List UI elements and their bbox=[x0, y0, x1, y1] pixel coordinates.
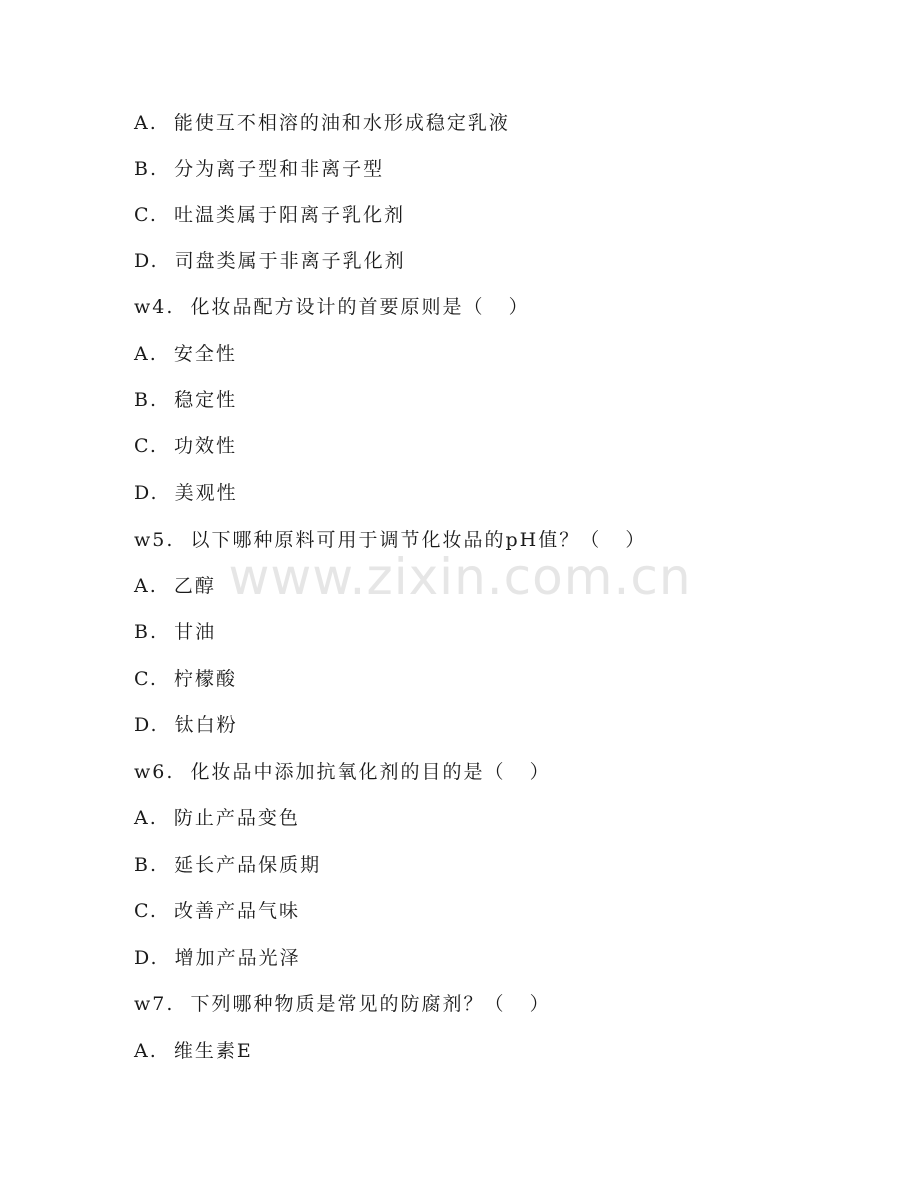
option-b-q3: B. 分为离子型和非离子型 bbox=[134, 158, 385, 180]
option-c-w4: C. 功效性 bbox=[134, 435, 237, 457]
option-a-q3: A. 能使互不相溶的油和水形成稳定乳液 bbox=[134, 112, 510, 134]
option-d-w4: D. 美观性 bbox=[134, 482, 238, 504]
watermark: www.zixin.com.cn bbox=[228, 548, 692, 606]
question-w4: w4. 化妆品配方设计的首要原则是（ ） bbox=[134, 296, 530, 318]
option-a-w6: A. 防止产品变色 bbox=[134, 807, 300, 829]
option-b-w4: B. 稳定性 bbox=[134, 389, 238, 411]
option-b-w5: B. 甘油 bbox=[134, 621, 217, 643]
question-w5: w5. 以下哪种原料可用于调节化妆品的pH值？（ ） bbox=[134, 529, 647, 551]
option-d-w6: D. 增加产品光泽 bbox=[134, 947, 301, 969]
option-a-w4: A. 安全性 bbox=[134, 343, 237, 365]
option-c-q3: C. 吐温类属于阳离子乳化剂 bbox=[134, 204, 405, 226]
option-a-w7: A. 维生素E bbox=[134, 1040, 253, 1062]
question-w7: w7. 下列哪种物质是常见的防腐剂？（ ） bbox=[134, 993, 551, 1015]
option-d-q3: D. 司盘类属于非离子乳化剂 bbox=[134, 250, 406, 272]
option-a-w5: A. 乙醇 bbox=[134, 575, 216, 597]
option-c-w6: C. 改善产品气味 bbox=[134, 900, 300, 922]
question-w6: w6. 化妆品中添加抗氧化剂的目的是（ ） bbox=[134, 761, 551, 783]
option-c-w5: C. 柠檬酸 bbox=[134, 668, 237, 690]
option-d-w5: D. 钛白粉 bbox=[134, 714, 238, 736]
option-b-w6: B. 延长产品保质期 bbox=[134, 854, 322, 876]
